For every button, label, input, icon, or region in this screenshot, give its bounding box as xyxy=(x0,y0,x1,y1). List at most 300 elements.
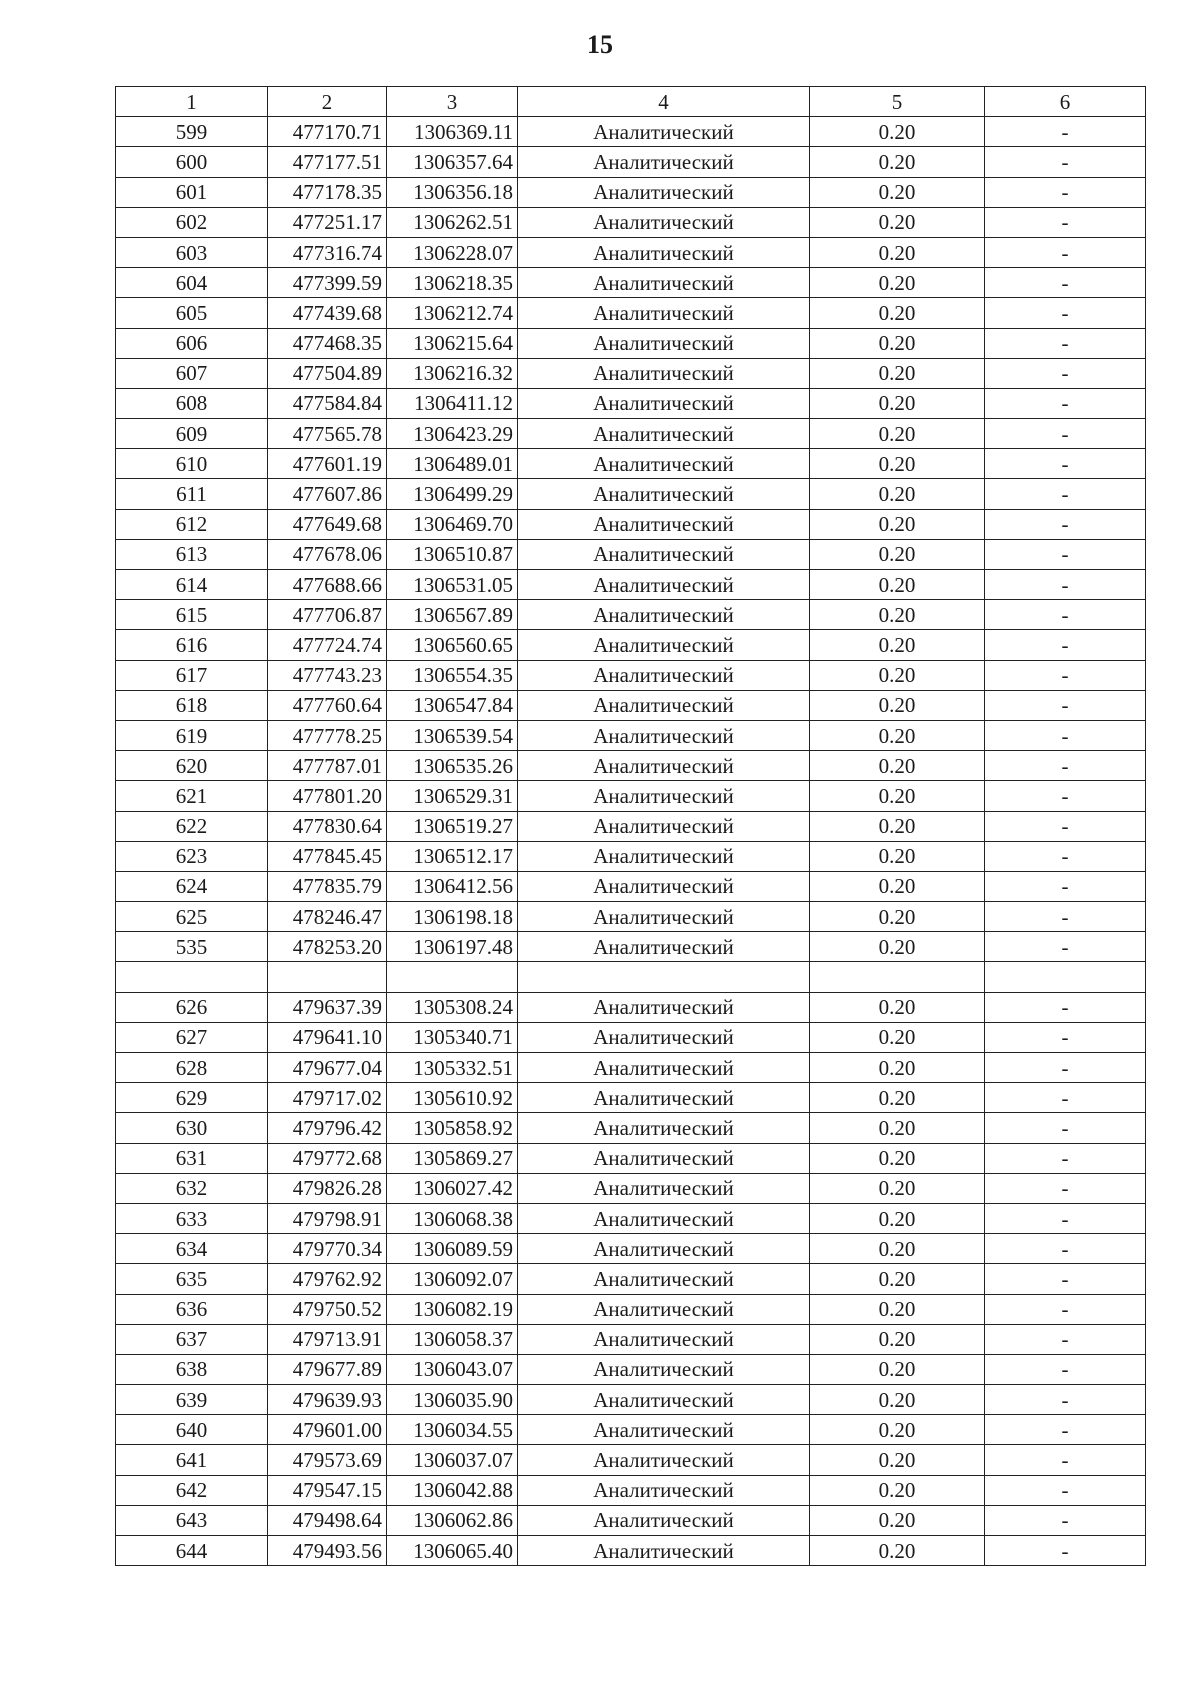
cell-accuracy: 0.20 xyxy=(810,781,985,811)
cell-y-coordinate: 1306197.48 xyxy=(387,932,518,962)
cell-y-coordinate: 1306489.01 xyxy=(387,449,518,479)
cell-point-number: 615 xyxy=(116,600,268,630)
cell-accuracy: 0.20 xyxy=(810,1143,985,1173)
cell-y-coordinate: 1306034.55 xyxy=(387,1415,518,1445)
cell-y-coordinate: 1306539.54 xyxy=(387,720,518,750)
cell-method: Аналитический xyxy=(518,811,810,841)
cell-x-coordinate: 479717.02 xyxy=(268,1083,387,1113)
cell-accuracy: 0.20 xyxy=(810,1385,985,1415)
cell-method: Аналитический xyxy=(518,630,810,660)
cell-point-number: 638 xyxy=(116,1354,268,1384)
cell-note: - xyxy=(985,268,1146,298)
cell-point-number: 642 xyxy=(116,1475,268,1505)
cell-accuracy: 0.20 xyxy=(810,570,985,600)
cell-y-coordinate: 1306567.89 xyxy=(387,600,518,630)
cell-point-number: 609 xyxy=(116,419,268,449)
cell-y-coordinate: 1306058.37 xyxy=(387,1324,518,1354)
page-number: 15 xyxy=(587,30,613,59)
cell-note: - xyxy=(985,147,1146,177)
cell-method: Аналитический xyxy=(518,992,810,1022)
cell-point-number: 620 xyxy=(116,751,268,781)
table-row xyxy=(116,1324,1146,1354)
cell-x-coordinate: 479713.91 xyxy=(268,1324,387,1354)
cell-x-coordinate: 479750.52 xyxy=(268,1294,387,1324)
cell-note: - xyxy=(985,630,1146,660)
table-row xyxy=(116,1022,1146,1052)
cell-method: Аналитический xyxy=(518,419,810,449)
cell-y-coordinate: 1306218.35 xyxy=(387,268,518,298)
cell-point-number: 607 xyxy=(116,358,268,388)
cell-y-coordinate: 1306357.64 xyxy=(387,147,518,177)
cell-method: Аналитический xyxy=(518,570,810,600)
cell-point-number: 634 xyxy=(116,1234,268,1264)
table-row xyxy=(116,117,1146,147)
cell-point-number xyxy=(116,962,268,992)
cell-x-coordinate: 478246.47 xyxy=(268,902,387,932)
cell-x-coordinate: 479762.92 xyxy=(268,1264,387,1294)
cell-accuracy: 0.20 xyxy=(810,1354,985,1384)
cell-point-number: 616 xyxy=(116,630,268,660)
cell-point-number: 627 xyxy=(116,1022,268,1052)
cell-point-number: 606 xyxy=(116,328,268,358)
cell-method: Аналитический xyxy=(518,1113,810,1143)
table-row xyxy=(116,207,1146,237)
cell-note: - xyxy=(985,600,1146,630)
cell-y-coordinate: 1306531.05 xyxy=(387,570,518,600)
cell-accuracy: 0.20 xyxy=(810,449,985,479)
cell-accuracy: 0.20 xyxy=(810,207,985,237)
cell-x-coordinate: 479639.93 xyxy=(268,1385,387,1415)
cell-accuracy: 0.20 xyxy=(810,811,985,841)
cell-note: - xyxy=(985,570,1146,600)
cell-point-number: 535 xyxy=(116,932,268,962)
table-row xyxy=(116,600,1146,630)
cell-x-coordinate: 479677.89 xyxy=(268,1354,387,1384)
table-row xyxy=(116,358,1146,388)
cell-y-coordinate: 1305332.51 xyxy=(387,1053,518,1083)
table-row xyxy=(116,1264,1146,1294)
cell-x-coordinate: 477601.19 xyxy=(268,449,387,479)
cell-note: - xyxy=(985,358,1146,388)
cell-x-coordinate: 479826.28 xyxy=(268,1173,387,1203)
table-row xyxy=(116,1505,1146,1535)
header-row xyxy=(116,87,1146,117)
cell-y-coordinate: 1306089.59 xyxy=(387,1234,518,1264)
cell-method: Аналитический xyxy=(518,1445,810,1475)
cell-accuracy: 0.20 xyxy=(810,147,985,177)
cell-method: Аналитический xyxy=(518,1203,810,1233)
cell-x-coordinate: 479677.04 xyxy=(268,1053,387,1083)
cell-method: Аналитический xyxy=(518,1385,810,1415)
table-row xyxy=(116,1113,1146,1143)
cell-x-coordinate: 479641.10 xyxy=(268,1022,387,1052)
cell-x-coordinate: 477706.87 xyxy=(268,600,387,630)
header-cell-6: 6 xyxy=(985,87,1146,117)
cell-method: Аналитический xyxy=(518,781,810,811)
cell-x-coordinate: 479547.15 xyxy=(268,1475,387,1505)
table-row xyxy=(116,1354,1146,1384)
cell-x-coordinate: 477688.66 xyxy=(268,570,387,600)
cell-accuracy: 0.20 xyxy=(810,932,985,962)
cell-note: - xyxy=(985,1203,1146,1233)
table-row xyxy=(116,902,1146,932)
cell-method: Аналитический xyxy=(518,207,810,237)
cell-y-coordinate: 1305308.24 xyxy=(387,992,518,1022)
cell-note: - xyxy=(985,479,1146,509)
cell-note: - xyxy=(985,1415,1146,1445)
table-header xyxy=(116,87,1146,117)
cell-accuracy: 0.20 xyxy=(810,1113,985,1143)
table-row xyxy=(116,1234,1146,1264)
cell-x-coordinate: 477584.84 xyxy=(268,388,387,418)
cell-y-coordinate: 1305869.27 xyxy=(387,1143,518,1173)
header-cell-2: 2 xyxy=(268,87,387,117)
cell-method: Аналитический xyxy=(518,751,810,781)
cell-note: - xyxy=(985,207,1146,237)
cell-y-coordinate: 1306411.12 xyxy=(387,388,518,418)
cell-x-coordinate: 479798.91 xyxy=(268,1203,387,1233)
cell-method: Аналитический xyxy=(518,449,810,479)
cell-accuracy: 0.20 xyxy=(810,1294,985,1324)
cell-point-number: 625 xyxy=(116,902,268,932)
cell-note: - xyxy=(985,509,1146,539)
cell-accuracy: 0.20 xyxy=(810,660,985,690)
cell-method: Аналитический xyxy=(518,117,810,147)
cell-x-coordinate: 477743.23 xyxy=(268,660,387,690)
cell-accuracy: 0.20 xyxy=(810,841,985,871)
cell-accuracy: 0.20 xyxy=(810,1505,985,1535)
table-row xyxy=(116,237,1146,267)
cell-y-coordinate: 1306356.18 xyxy=(387,177,518,207)
cell-method: Аналитический xyxy=(518,479,810,509)
cell-point-number: 630 xyxy=(116,1113,268,1143)
cell-point-number: 605 xyxy=(116,298,268,328)
cell-y-coordinate: 1306065.40 xyxy=(387,1536,518,1566)
cell-y-coordinate: 1306369.11 xyxy=(387,117,518,147)
cell-point-number: 631 xyxy=(116,1143,268,1173)
cell-x-coordinate: 478253.20 xyxy=(268,932,387,962)
table-row xyxy=(116,781,1146,811)
cell-x-coordinate: 477504.89 xyxy=(268,358,387,388)
cell-accuracy: 0.20 xyxy=(810,1264,985,1294)
cell-y-coordinate: 1306216.32 xyxy=(387,358,518,388)
cell-accuracy: 0.20 xyxy=(810,539,985,569)
table-row xyxy=(116,1143,1146,1173)
cell-note: - xyxy=(985,902,1146,932)
cell-y-coordinate: 1306547.84 xyxy=(387,690,518,720)
cell-note: - xyxy=(985,720,1146,750)
cell-y-coordinate: 1306560.65 xyxy=(387,630,518,660)
cell-method: Аналитический xyxy=(518,298,810,328)
cell-note: - xyxy=(985,117,1146,147)
cell-method: Аналитический xyxy=(518,1053,810,1083)
cell-y-coordinate: 1306529.31 xyxy=(387,781,518,811)
cell-y-coordinate: 1306512.17 xyxy=(387,841,518,871)
cell-note: - xyxy=(985,1354,1146,1384)
cell-note: - xyxy=(985,1385,1146,1415)
cell-point-number: 618 xyxy=(116,690,268,720)
cell-method: Аналитический xyxy=(518,660,810,690)
cell-y-coordinate: 1306554.35 xyxy=(387,660,518,690)
cell-y-coordinate: 1306092.07 xyxy=(387,1264,518,1294)
cell-method: Аналитический xyxy=(518,1475,810,1505)
cell-note: - xyxy=(985,1173,1146,1203)
cell-method: Аналитический xyxy=(518,388,810,418)
cell-point-number: 619 xyxy=(116,720,268,750)
table-row xyxy=(116,298,1146,328)
table-row xyxy=(116,690,1146,720)
cell-accuracy: 0.20 xyxy=(810,720,985,750)
cell-x-coordinate: 479796.42 xyxy=(268,1113,387,1143)
cell-method: Аналитический xyxy=(518,1415,810,1445)
cell-x-coordinate: 477170.71 xyxy=(268,117,387,147)
cell-accuracy: 0.20 xyxy=(810,328,985,358)
table-row xyxy=(116,1445,1146,1475)
cell-note: - xyxy=(985,811,1146,841)
cell-x-coordinate: 477607.86 xyxy=(268,479,387,509)
cell-note: - xyxy=(985,690,1146,720)
table-row xyxy=(116,1536,1146,1566)
cell-accuracy xyxy=(810,962,985,992)
cell-note: - xyxy=(985,932,1146,962)
table-row xyxy=(116,1083,1146,1113)
cell-method: Аналитический xyxy=(518,1234,810,1264)
cell-y-coordinate: 1306228.07 xyxy=(387,237,518,267)
cell-method: Аналитический xyxy=(518,237,810,267)
cell-method: Аналитический xyxy=(518,1083,810,1113)
cell-point-number: 632 xyxy=(116,1173,268,1203)
table-row xyxy=(116,1475,1146,1505)
cell-y-coordinate: 1306082.19 xyxy=(387,1294,518,1324)
cell-point-number: 629 xyxy=(116,1083,268,1113)
cell-method: Аналитический xyxy=(518,358,810,388)
cell-accuracy: 0.20 xyxy=(810,871,985,901)
cell-point-number: 599 xyxy=(116,117,268,147)
cell-point-number: 601 xyxy=(116,177,268,207)
table-row xyxy=(116,751,1146,781)
cell-x-coordinate: 477760.64 xyxy=(268,690,387,720)
cell-x-coordinate: 479637.39 xyxy=(268,992,387,1022)
cell-method: Аналитический xyxy=(518,690,810,720)
cell-note: - xyxy=(985,871,1146,901)
cell-point-number: 614 xyxy=(116,570,268,600)
cell-x-coordinate: 477835.79 xyxy=(268,871,387,901)
cell-y-coordinate: 1305610.92 xyxy=(387,1083,518,1113)
cell-method: Аналитический xyxy=(518,509,810,539)
cell-accuracy: 0.20 xyxy=(810,1173,985,1203)
cell-y-coordinate: 1306510.87 xyxy=(387,539,518,569)
table-row xyxy=(116,509,1146,539)
table-row xyxy=(116,1173,1146,1203)
cell-accuracy: 0.20 xyxy=(810,600,985,630)
table-row xyxy=(116,1203,1146,1233)
cell-y-coordinate: 1306042.88 xyxy=(387,1475,518,1505)
table-row xyxy=(116,992,1146,1022)
cell-point-number: 637 xyxy=(116,1324,268,1354)
cell-accuracy: 0.20 xyxy=(810,509,985,539)
cell-accuracy: 0.20 xyxy=(810,1234,985,1264)
cell-accuracy: 0.20 xyxy=(810,1445,985,1475)
cell-point-number: 612 xyxy=(116,509,268,539)
cell-point-number: 608 xyxy=(116,388,268,418)
cell-note: - xyxy=(985,388,1146,418)
cell-y-coordinate: 1306535.26 xyxy=(387,751,518,781)
table-row xyxy=(116,479,1146,509)
cell-accuracy: 0.20 xyxy=(810,1083,985,1113)
cell-accuracy: 0.20 xyxy=(810,1475,985,1505)
cell-method: Аналитический xyxy=(518,932,810,962)
cell-note: - xyxy=(985,449,1146,479)
cell-point-number: 635 xyxy=(116,1264,268,1294)
cell-method: Аналитический xyxy=(518,600,810,630)
cell-point-number: 617 xyxy=(116,660,268,690)
cell-y-coordinate: 1306062.86 xyxy=(387,1505,518,1535)
cell-note: - xyxy=(985,298,1146,328)
cell-y-coordinate: 1306469.70 xyxy=(387,509,518,539)
header-cell-3: 3 xyxy=(387,87,518,117)
cell-y-coordinate: 1306212.74 xyxy=(387,298,518,328)
cell-note: - xyxy=(985,237,1146,267)
cell-note: - xyxy=(985,1294,1146,1324)
cell-x-coordinate: 477801.20 xyxy=(268,781,387,811)
cell-point-number: 626 xyxy=(116,992,268,1022)
cell-y-coordinate: 1306068.38 xyxy=(387,1203,518,1233)
table-body xyxy=(116,117,1146,1566)
cell-x-coordinate: 477468.35 xyxy=(268,328,387,358)
cell-method: Аналитический xyxy=(518,1173,810,1203)
table-row xyxy=(116,1294,1146,1324)
cell-method: Аналитический xyxy=(518,1294,810,1324)
cell-accuracy: 0.20 xyxy=(810,1022,985,1052)
coordinates-table xyxy=(115,86,1146,1566)
cell-accuracy: 0.20 xyxy=(810,751,985,781)
cell-accuracy: 0.20 xyxy=(810,298,985,328)
cell-x-coordinate xyxy=(268,962,387,992)
cell-note: - xyxy=(985,1113,1146,1143)
cell-x-coordinate: 477177.51 xyxy=(268,147,387,177)
table-row xyxy=(116,932,1146,962)
cell-accuracy: 0.20 xyxy=(810,177,985,207)
cell-x-coordinate: 479573.69 xyxy=(268,1445,387,1475)
cell-y-coordinate: 1306499.29 xyxy=(387,479,518,509)
cell-x-coordinate: 477565.78 xyxy=(268,419,387,449)
cell-accuracy: 0.20 xyxy=(810,268,985,298)
cell-point-number: 633 xyxy=(116,1203,268,1233)
table-row xyxy=(116,449,1146,479)
cell-point-number: 603 xyxy=(116,237,268,267)
cell-x-coordinate: 479498.64 xyxy=(268,1505,387,1535)
cell-point-number: 604 xyxy=(116,268,268,298)
cell-y-coordinate: 1306215.64 xyxy=(387,328,518,358)
cell-x-coordinate: 477778.25 xyxy=(268,720,387,750)
cell-point-number: 639 xyxy=(116,1385,268,1415)
table-row xyxy=(116,962,1146,992)
cell-note: - xyxy=(985,660,1146,690)
cell-accuracy: 0.20 xyxy=(810,419,985,449)
cell-accuracy: 0.20 xyxy=(810,1536,985,1566)
cell-method: Аналитический xyxy=(518,720,810,750)
cell-y-coordinate: 1306519.27 xyxy=(387,811,518,841)
cell-note: - xyxy=(985,1536,1146,1566)
cell-x-coordinate: 477649.68 xyxy=(268,509,387,539)
cell-y-coordinate: 1305340.71 xyxy=(387,1022,518,1052)
cell-point-number: 641 xyxy=(116,1445,268,1475)
cell-y-coordinate: 1306035.90 xyxy=(387,1385,518,1415)
cell-x-coordinate: 477787.01 xyxy=(268,751,387,781)
cell-x-coordinate: 479601.00 xyxy=(268,1415,387,1445)
table-row xyxy=(116,570,1146,600)
cell-note: - xyxy=(985,1022,1146,1052)
cell-method: Аналитический xyxy=(518,1324,810,1354)
cell-note: - xyxy=(985,841,1146,871)
cell-x-coordinate: 477724.74 xyxy=(268,630,387,660)
table-row xyxy=(116,328,1146,358)
cell-method: Аналитический xyxy=(518,268,810,298)
cell-accuracy: 0.20 xyxy=(810,1203,985,1233)
cell-accuracy: 0.20 xyxy=(810,630,985,660)
cell-y-coordinate: 1306027.42 xyxy=(387,1173,518,1203)
table-row xyxy=(116,388,1146,418)
table-row xyxy=(116,871,1146,901)
cell-x-coordinate: 477178.35 xyxy=(268,177,387,207)
cell-y-coordinate: 1306412.56 xyxy=(387,871,518,901)
header-cell-5: 5 xyxy=(810,87,985,117)
header-cell-1: 1 xyxy=(116,87,268,117)
cell-note: - xyxy=(985,1445,1146,1475)
cell-point-number: 622 xyxy=(116,811,268,841)
cell-point-number: 624 xyxy=(116,871,268,901)
cell-y-coordinate: 1305858.92 xyxy=(387,1113,518,1143)
cell-x-coordinate: 479493.56 xyxy=(268,1536,387,1566)
cell-method: Аналитический xyxy=(518,871,810,901)
cell-y-coordinate: 1306037.07 xyxy=(387,1445,518,1475)
cell-y-coordinate: 1306043.07 xyxy=(387,1354,518,1384)
cell-method: Аналитический xyxy=(518,539,810,569)
cell-method: Аналитический xyxy=(518,1536,810,1566)
cell-x-coordinate: 477678.06 xyxy=(268,539,387,569)
cell-method: Аналитический xyxy=(518,1143,810,1173)
cell-accuracy: 0.20 xyxy=(810,237,985,267)
cell-x-coordinate: 479772.68 xyxy=(268,1143,387,1173)
cell-x-coordinate: 477316.74 xyxy=(268,237,387,267)
cell-method: Аналитический xyxy=(518,147,810,177)
table-row xyxy=(116,147,1146,177)
cell-note: - xyxy=(985,992,1146,1022)
cell-point-number: 602 xyxy=(116,207,268,237)
cell-point-number: 613 xyxy=(116,539,268,569)
cell-y-coordinate: 1306423.29 xyxy=(387,419,518,449)
cell-y-coordinate xyxy=(387,962,518,992)
cell-accuracy: 0.20 xyxy=(810,1324,985,1354)
cell-accuracy: 0.20 xyxy=(810,479,985,509)
cell-note: - xyxy=(985,1143,1146,1173)
table-row xyxy=(116,419,1146,449)
table-row xyxy=(116,1415,1146,1445)
cell-note: - xyxy=(985,1264,1146,1294)
cell-accuracy: 0.20 xyxy=(810,1053,985,1083)
cell-note: - xyxy=(985,539,1146,569)
cell-method: Аналитический xyxy=(518,1354,810,1384)
cell-note: - xyxy=(985,1083,1146,1113)
cell-x-coordinate: 477830.64 xyxy=(268,811,387,841)
cell-note: - xyxy=(985,419,1146,449)
cell-point-number: 644 xyxy=(116,1536,268,1566)
cell-accuracy: 0.20 xyxy=(810,902,985,932)
cell-note: - xyxy=(985,1475,1146,1505)
cell-y-coordinate: 1306198.18 xyxy=(387,902,518,932)
cell-point-number: 623 xyxy=(116,841,268,871)
cell-point-number: 611 xyxy=(116,479,268,509)
